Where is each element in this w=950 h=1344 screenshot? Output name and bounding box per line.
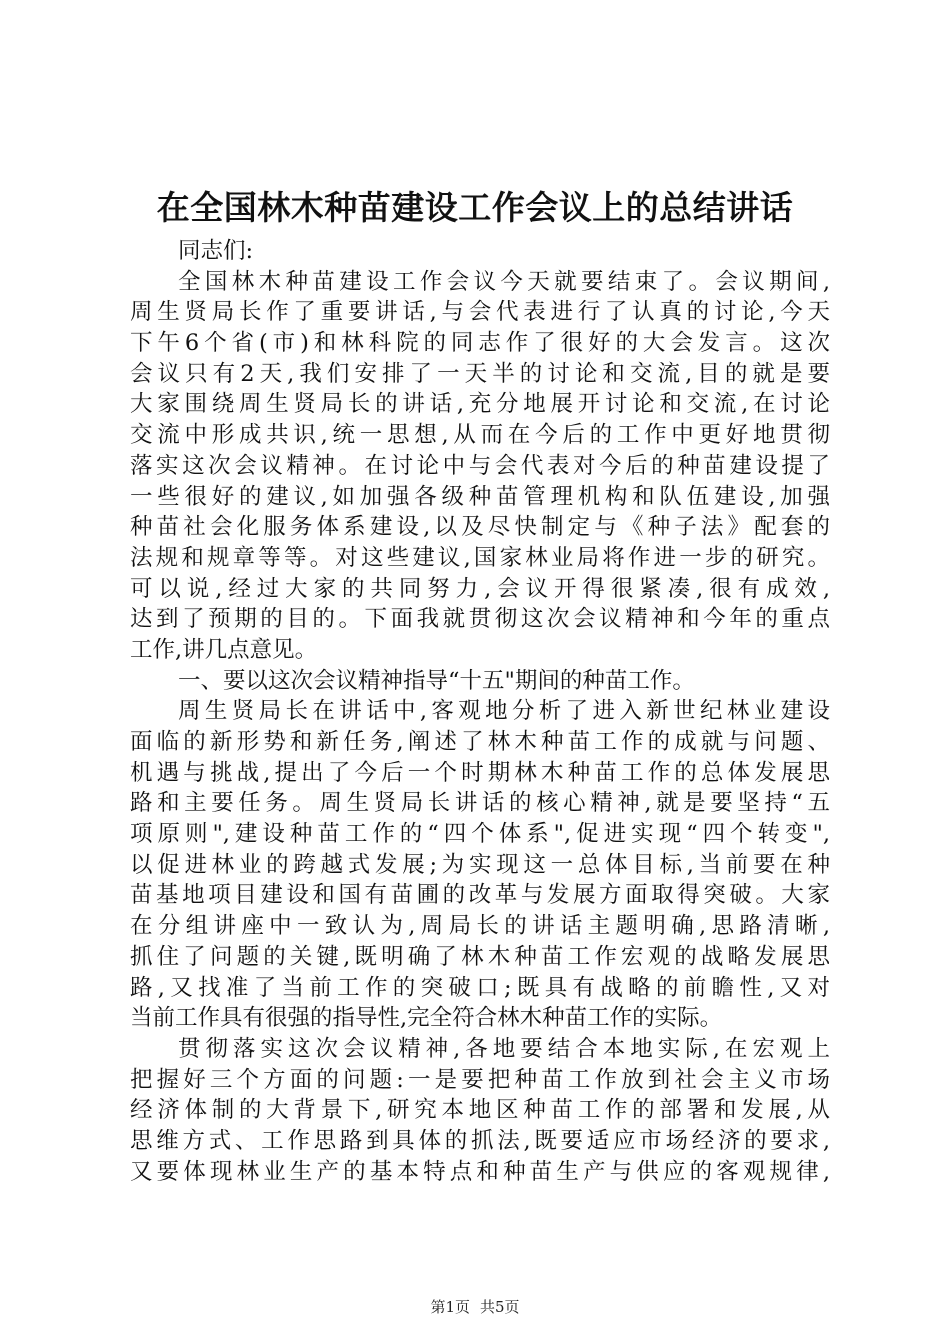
document-title: 在全国林木种苗建设工作会议上的总结讲话 xyxy=(156,188,794,227)
text-line: 苗基地项目建设和国有苗圃的改革与发展方面取得突破。大家 xyxy=(130,882,830,909)
text-line: 把握好三个方面的问题:一是要把种苗工作放到社会主义市场 xyxy=(130,1066,830,1093)
text-line: 达到了预期的目的。下面我就贯彻这次会议精神和今年的重点 xyxy=(130,606,830,633)
text-line: 经济体制的大背景下,研究本地区种苗工作的部署和发展,从 xyxy=(130,1097,830,1124)
text-line: 抓住了问题的关键,既明确了林木种苗工作宏观的战略发展思 xyxy=(130,943,830,970)
text-line: 周生贤局长作了重要讲话,与会代表进行了认真的讨论,今天 xyxy=(130,299,830,326)
text-line: 一些很好的建议,如加强各级种苗管理机构和队伍建设,加强 xyxy=(130,483,830,510)
page-footer xyxy=(0,1297,950,1317)
text-line: 大家围绕周生贤局长的讲话,充分地展开讨论和交流,在讨论 xyxy=(130,391,830,418)
text-line: 会议只有2天,我们安排了一天半的讨论和交流,目的就是要 xyxy=(130,360,830,387)
text-line: 又要体现林业生产的基本特点和种苗生产与供应的客观规律, xyxy=(130,1158,830,1185)
text-line: 落实这次会议精神。在讨论中与会代表对今后的种苗建设提了 xyxy=(130,452,830,479)
text-line: 以促进林业的跨越式发展;为实现这一总体目标,当前要在种 xyxy=(130,851,830,878)
text-line: 同志们: xyxy=(178,238,254,264)
text-line: 项原则",建设种苗工作的“四个体系",促进实现“四个转变", xyxy=(130,821,830,848)
text-line: 思维方式、工作思路到具体的抓法,既要适应市场经济的要求, xyxy=(130,1127,830,1154)
page-number: 第1页 xyxy=(430,1298,470,1316)
text-line: 路和主要任务。周生贤局长讲话的核心精神,就是要坚持“五 xyxy=(130,790,830,817)
text-line: 一、要以这次会议精神指导“十五"期间的种苗工作。 xyxy=(178,667,695,694)
page-total: 共5页 xyxy=(480,1298,520,1316)
text-line: 贯彻落实这次会议精神,各地要结合本地实际,在宏观上 xyxy=(178,1035,830,1062)
text-line: 交流中形成共识,统一思想,从而在今后的工作中更好地贯彻 xyxy=(130,422,830,449)
text-line: 全国林木种苗建设工作会议今天就要结束了。会议期间, xyxy=(178,268,830,295)
text-line: 法规和规章等等。对这些建议,国家林业局将作进一步的研究。 xyxy=(130,544,830,571)
text-line: 当前工作具有很强的指导性,完全符合林木种苗工作的实际。 xyxy=(130,1005,723,1032)
text-line: 种苗社会化服务体系建设,以及尽快制定与《种子法》配套的 xyxy=(130,514,830,541)
text-line: 工作,讲几点意见。 xyxy=(130,636,318,663)
document-body xyxy=(130,236,830,1187)
text-line: 可以说,经过大家的共同努力,会议开得很紧凑,很有成效, xyxy=(130,575,830,602)
text-line: 路,又找准了当前工作的突破口;既具有战略的前瞻性,又对 xyxy=(130,974,830,1001)
text-line: 下午6个省(市)和林科院的同志作了很好的大会发言。这次 xyxy=(130,330,830,357)
text-line: 机遇与挑战,提出了今后一个时期林木种苗工作的总体发展思 xyxy=(130,759,830,786)
text-line: 面临的新形势和新任务,阐述了林木种苗工作的成就与问题、 xyxy=(130,729,830,755)
text-line: 在分组讲座中一致认为,周局长的讲话主题明确,思路清晰, xyxy=(130,913,830,940)
text-line: 周生贤局长在讲话中,客观地分析了进入新世纪林业建设 xyxy=(178,698,830,725)
